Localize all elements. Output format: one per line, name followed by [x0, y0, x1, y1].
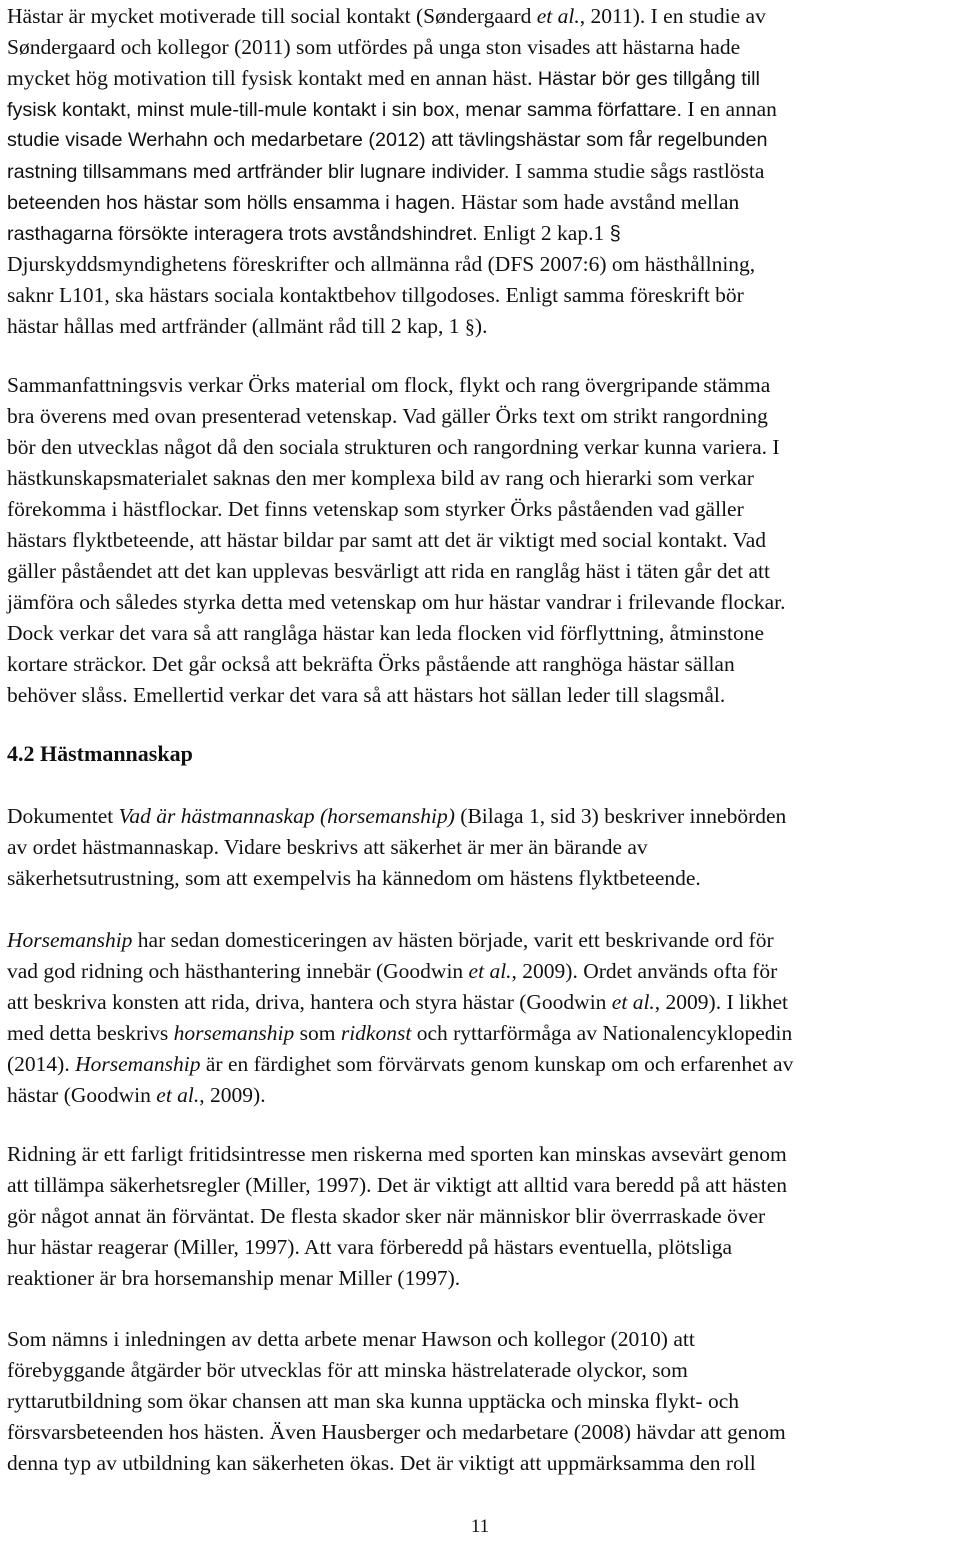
text-span: och ryttarförmåga av Nationalencyklopedin: [411, 1021, 793, 1045]
text-line: bra överens med ovan presenterad vetenskap. Vad gäller Örks text om strikt rangordning: [7, 404, 768, 428]
italic-text: Vad är hästmannaskap (horsemanship): [118, 804, 455, 828]
text-line: behöver slåss. Emellertid verkar det vara så att hästars hot sällan leder till slagsmål.: [7, 683, 726, 707]
section-heading: 4.2 Hästmannaskap: [7, 741, 193, 766]
text-line: bör den utvecklas något då den sociala strukturen och rangordning verkar kunna variera. I: [7, 435, 780, 459]
text-line: Ridning är ett farligt fritidsintresse men riskerna med sporten kan minskas avsevärt genom: [7, 1142, 787, 1166]
text-span: att beskriva konsten att rida, driva, hantera och styra hästar (Goodwin: [7, 990, 612, 1014]
text-line: [7, 803, 786, 829]
text-span: rastning tillsammans med artfränder blir lugnare individer.: [7, 161, 510, 183]
text-span: Hästar är mycket motiverade till social kontakt (Søndergaard: [7, 4, 537, 28]
text-span: har sedan domesticeringen av hästen började, varit ett beskrivande ord för: [132, 928, 774, 952]
text-span: ).: [474, 314, 488, 338]
text-line: [7, 3, 766, 29]
text-line: studie visade Werhahn och medarbetare (2012) att tävlingshästar som får regelbunden: [7, 129, 768, 151]
text-line: [7, 282, 744, 308]
text-span: I samma studie sågs rastlösta: [509, 159, 765, 183]
text-span: Hästar bör ges tillgång till: [537, 68, 760, 90]
text-span: Dokumentet: [7, 804, 119, 828]
text-span: (Bilaga 1, sid 3) beskriver innebörden: [454, 804, 787, 828]
text-span: mycket hög motivation till fysisk kontakt med en annan häst.: [7, 66, 538, 90]
italic-text: et al.: [468, 959, 512, 983]
text-line: [7, 65, 760, 91]
text-line: [7, 989, 788, 1015]
text-span: beteenden hos hästar som hölls ensamma i hagen.: [7, 192, 456, 214]
italic-text: et al.: [611, 990, 655, 1014]
text-span: fysisk kontakt, minst mule-till-mule kontakt i sin box, menar samma författare.: [7, 99, 682, 121]
text-line: [7, 1051, 793, 1077]
italic-text: ridkonst: [340, 1021, 412, 1045]
text-line: Dock verkar det vara så att ranglåga hästar kan leda flocken vid förflyttning, åtminstone: [7, 621, 764, 645]
italic-text: Horsemanship: [75, 1052, 201, 1076]
text-line: [7, 1082, 266, 1108]
italic-text: et al.: [536, 4, 580, 28]
text-span: hästar hållas med artfränder (allmänt råd till 2 kap, 1: [7, 314, 465, 338]
text-span: (2014).: [7, 1052, 76, 1076]
text-line: hur hästar reagerar (Miller, 1997). Att vara förberedd på hästars eventuella, plötsliga: [7, 1235, 733, 1259]
text-line: ryttarutbildning som ökar chansen att man ska kunna upptäcka och minska flykt- och: [7, 1389, 740, 1413]
text-line: [7, 958, 777, 984]
text-line: [7, 189, 739, 215]
text-line: Sammanfattningsvis verkar Örks material om flock, flykt och rang övergripande stämma: [7, 373, 771, 397]
text-span: är en färdighet som förvärvats genom kunskap om och erfarenhet av: [200, 1052, 794, 1076]
text-line: förebyggande åtgärder bör utvecklas för att minska hästrelaterade olyckor, som: [7, 1358, 688, 1382]
text-line: hästkunskapsmaterialet saknas den mer komplexa bild av rang och hierarki som verkar: [7, 466, 754, 490]
text-span: vad god ridning och hästhantering innebär (Goodwin: [7, 959, 469, 983]
text-line: att tillämpa säkerhetsregler (Miller, 1997). Det är viktigt att alltid vara beredd på att hästen: [7, 1173, 788, 1197]
text-span: med detta beskrivs: [7, 1021, 174, 1045]
text-span: Enligt samma föreskrift bör: [500, 283, 744, 307]
text-span: Hästar som hade avstånd mellan: [455, 190, 740, 214]
text-span: , 2009). Ordet används ofta för: [511, 959, 778, 983]
text-line: förekomma i hästflockar. Det finns vetenskap som styrker Örks påståenden vad gäller: [7, 497, 744, 521]
text-line: jämföra och således styrka detta med vetenskap om hur hästar vandrar i frilevande flockar.: [7, 590, 786, 614]
text-line: [7, 927, 774, 953]
text-line: [7, 158, 764, 184]
text-line: [7, 96, 777, 122]
text-span: I en annan: [681, 97, 777, 121]
text-span: saknr L101, ska hästars sociala kontaktbehov tillgodoses.: [7, 283, 501, 307]
text-span: , 2009). I likhet: [654, 990, 788, 1014]
text-line: Som nämns i inledningen av detta arbete menar Hawson och kollegor (2010) att: [7, 1327, 695, 1351]
text-line: säkerhetsutrustning, som att exempelvis ha kännedom om hästens flyktbeteende.: [7, 866, 701, 890]
text-line: [7, 313, 487, 339]
text-line: av ordet hästmannaskap. Vidare beskrivs att säkerhet är mer än bärande av: [7, 835, 648, 859]
text-line: gäller påståendet att det kan upplevas besvärligt att rida en ranglåg häst i täten går det att: [7, 559, 770, 583]
text-line: denna typ av utbildning kan säkerheten ökas. Det är viktigt att uppmärksamma den roll: [7, 1451, 756, 1475]
text-span: rasthagarna försökte interagera trots avståndshindret.: [7, 223, 478, 245]
page-number: 11: [470, 1516, 490, 1537]
text-span: hästar (Goodwin: [7, 1083, 157, 1107]
section-symbol: §: [609, 223, 621, 245]
text-span: Enligt 2 kap.1: [477, 221, 610, 245]
text-line: [7, 220, 621, 246]
text-line: reaktioner är bra horsemanship menar Miller (1997).: [7, 1266, 461, 1290]
italic-text: et al.: [156, 1083, 200, 1107]
italic-text: Horsemanship: [7, 928, 133, 952]
text-span: , 2009).: [199, 1083, 266, 1107]
text-line: försvarsbeteenden hos hästen. Även Hausberger och medarbetare (2008) hävdar att genom: [7, 1420, 786, 1444]
text-span: , 2011). I en studie av: [579, 4, 766, 28]
text-line: hästars flyktbeteende, att hästar bildar par samt att det är viktigt med social kontakt. Vad: [7, 528, 767, 552]
text-line: Djurskyddsmyndighetens föreskrifter och allmänna råd (DFS 2007:6) om hästhållning,: [7, 252, 756, 276]
section-symbol: §: [464, 316, 475, 338]
text-line: gör något annat än förväntat. De flesta skador sker när människor blir överrraskade över: [7, 1204, 766, 1228]
text-line: kortare sträckor. Det går också att bekräfta Örks påstående att ranghöga hästar sällan: [7, 652, 735, 676]
text-span: som: [294, 1021, 341, 1045]
text-line: Søndergaard och kollegor (2011) som utfördes på unga ston visades att hästarna hade: [7, 35, 741, 59]
italic-text: horsemanship: [173, 1021, 295, 1045]
text-line: [7, 1020, 792, 1046]
